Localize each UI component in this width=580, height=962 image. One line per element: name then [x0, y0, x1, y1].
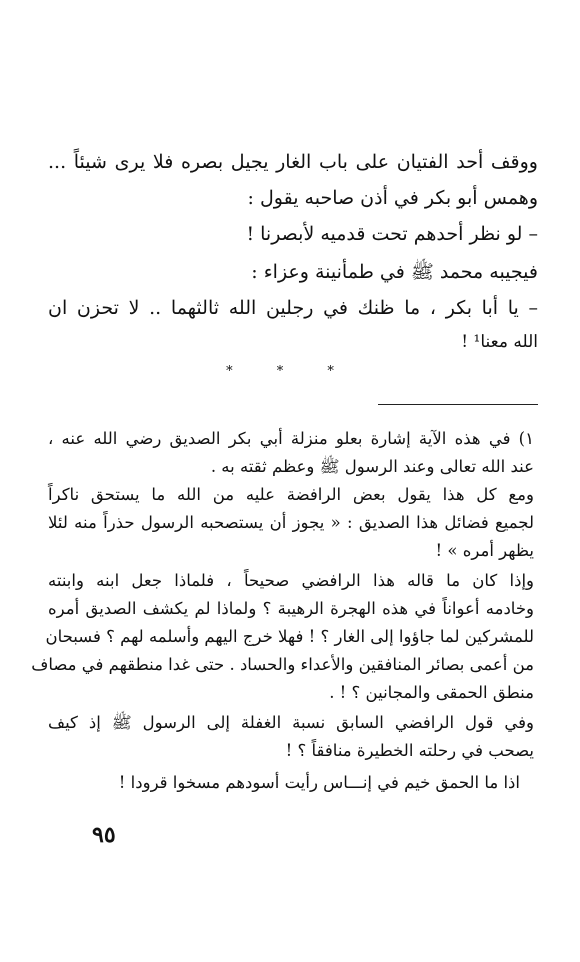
footnote-line-7: وخادمه أعواناً في هذه الهجرة الرهيبة ؟ ولماذا لم يكشف الصديق أمره [48, 599, 534, 618]
footnote-line-6: وإذا كان ما قاله هذا الرافضي صحيحاً ، فلماذا جعل ابنه وابنته [48, 571, 534, 590]
footnote-line-10: منطق الحمقى والمجانين ؟ ! . [329, 683, 534, 702]
main-text-line-5: – يا أبا بكر ، ما ظنك في رجلين الله ثالثهما .. لا تحزن ان [48, 297, 538, 319]
footnote-line-8: للمشركين لما جاؤوا إلى الغار ؟ ! فهلا خرج اليهم وأسلمه لهم ؟ فسبحان [45, 627, 534, 646]
main-text-line-4: فيجيبه محمد ﷺ في طمأنينة وعزاء : [251, 261, 538, 283]
footnote-line-1: ١) في هذه الآية إشارة بعلو منزلة أبي بكر الصديق رضي الله عنه ، [48, 429, 534, 448]
footnote-line-3: ومع كل هذا يقول بعض الرافضة عليه من الله ما يستحق ناكراً [48, 485, 534, 504]
footnote-line-11: وفي قول الرافضي السابق نسبة الغفلة إلى الرسول ﷺ إذ كيف [48, 713, 534, 732]
main-text-line-3: – لو نظر أحدهم تحت قدميه لأبصرنا ! [246, 223, 538, 245]
footnote-divider [378, 404, 538, 405]
footnote-line-12: يصحب في رحلته الخطيرة منافقاً ؟ ! [285, 741, 534, 760]
main-text-line-1: ووقف أحد الفتيان على باب الغار يجيل بصره فلا يرى شيئاً ... [48, 151, 538, 173]
footnote-line-4: لجميع فضائل هذا الصديق : « يجوز أن يستصحبه الرسول حذراً منه لئلا [48, 513, 534, 532]
section-separator: * * * [226, 364, 354, 379]
footnote-verse: اذا ما الحمق خيم في إنـــاس رأيت أسودهم مسخوا قرودا ! [118, 773, 520, 792]
footnote-line-2: عند الله تعالى وعند الرسول ﷺ وعظم ثقته به . [210, 457, 534, 476]
footnote-line-5: يظهر أمره » ! [435, 541, 534, 560]
page-number: ٩٥ [92, 822, 116, 848]
main-text-line-2: وهمس أبو بكر في أذن صاحبه يقول : [247, 187, 538, 209]
main-text-line-6: الله معنا¹ ! [461, 332, 538, 352]
footnote-line-9: من أعمى بصائر المنافقين والأعداء والحساد . حتى غدا منطقهم في مصاف [31, 655, 534, 674]
